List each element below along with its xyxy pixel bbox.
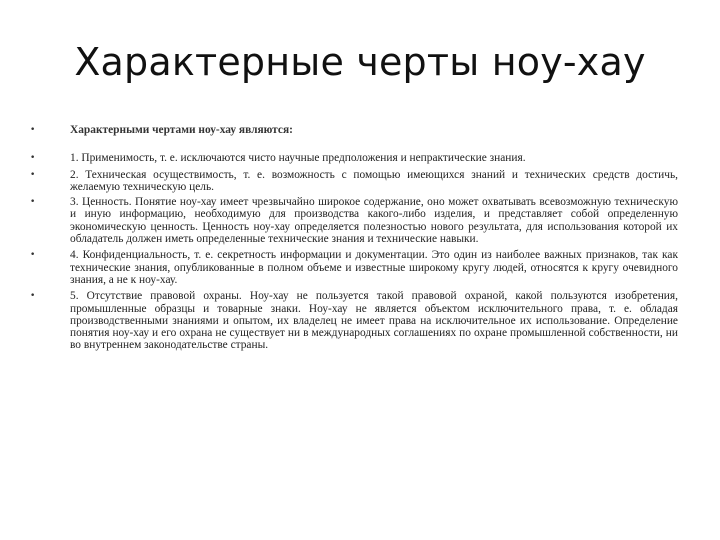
intro-item bbox=[30, 124, 678, 136]
list-item-applicability bbox=[30, 152, 678, 164]
list-item-confidentiality bbox=[30, 249, 678, 286]
slide-title: Характерные черты ноу-хау bbox=[74, 40, 646, 84]
list-item-text: 1. Применимость, т. е. исключаются чисто научные предположения и непрактические знания. bbox=[70, 152, 526, 165]
list-item-feasibility bbox=[30, 169, 678, 194]
list-item-value bbox=[30, 196, 678, 245]
list-item-text: 4. Конфиденциальность, т. е. секретность информации и документации. Это один из наиболее важных признаков, так как технические знания, опубликованные в полном объеме и известные широкому кругу людей, относятся к кругу очевидного знания, а не к ноу-хау. bbox=[70, 249, 678, 286]
list-item-no-legal-protection bbox=[30, 290, 678, 351]
list-item-text: 5. Отсутствие правовой охраны. Ноу-хау не пользуется такой правовой охраной, какой пользуются изобретения, промышленные образцы и товарные знаки. Ноу-хау не является объектом исключительного права, т. е. обладая производственными знаниями и опытом, их владелец не имеет права на исключительное их использование. Определение понятия ноу-хау и его охрана не существует ни в международных соглашениях по охране промышленной собственности, ни во внутреннем законодательстве страны. bbox=[70, 290, 678, 352]
slide-content bbox=[30, 124, 678, 352]
intro-text: Характерными чертами ноу-хау являются: bbox=[70, 124, 293, 136]
list-item-text: 2. Техническая осуществимость, т. е. возможность с помощью имеющихся знаний и технических средств достичь, желаемую техническую цель. bbox=[70, 168, 678, 193]
bullet-icon: • bbox=[30, 291, 36, 302]
bullet-icon: • bbox=[30, 197, 36, 208]
bullet-icon: • bbox=[30, 250, 36, 261]
list-item-text: 3. Ценность. Понятие ноу-хау имеет чрезвычайно широкое содержание, оно может охватывать всевозможную техническую и иную информацию, необходимую для производства какого-либо изделия, и представляет собой определенную экономическую ценность. Ценность ноу-хау определяется полезностью нового результата, для использования которой их обладатель должен иметь определенные технические знания и технические навыки. bbox=[70, 196, 678, 246]
bullet-icon: • bbox=[30, 125, 36, 135]
bullet-icon: • bbox=[30, 169, 36, 180]
bullet-icon: • bbox=[30, 153, 36, 164]
